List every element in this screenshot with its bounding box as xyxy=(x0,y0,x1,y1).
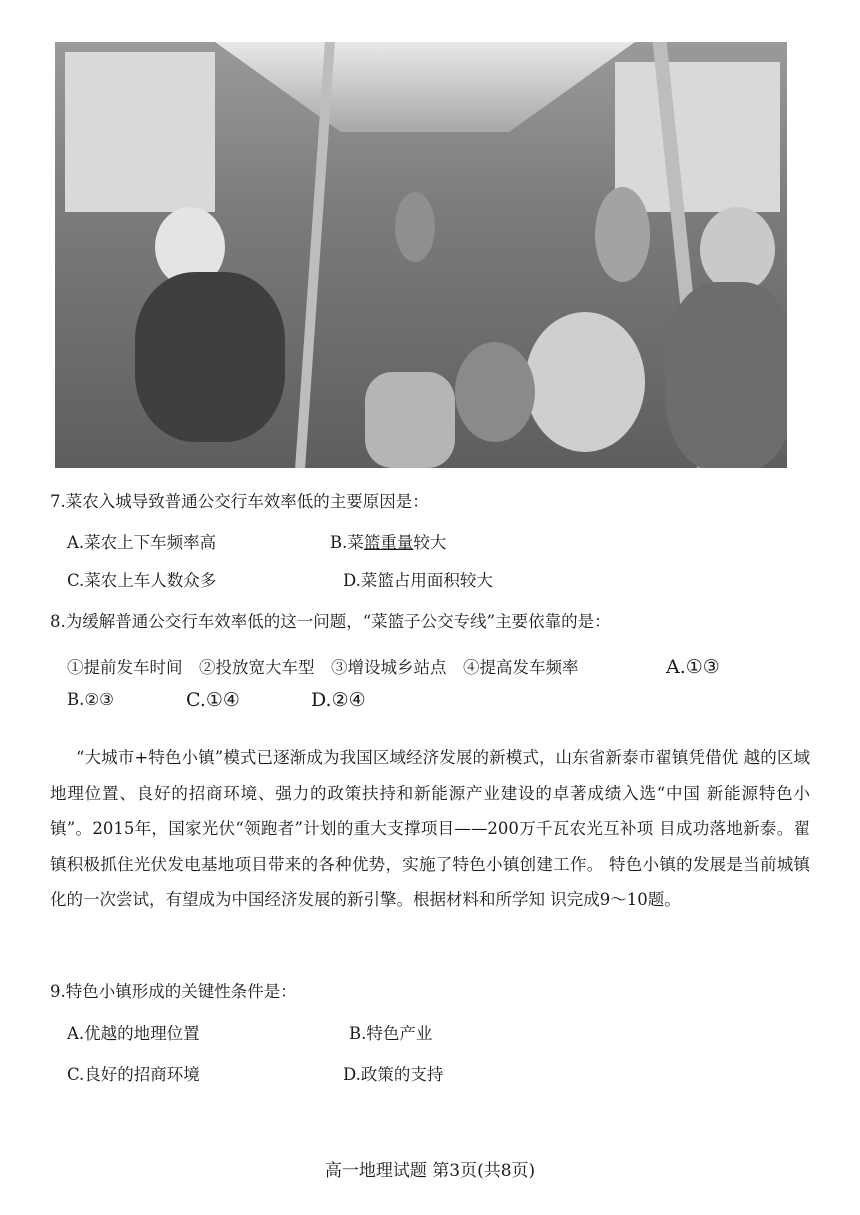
q7-option-b xyxy=(330,535,446,552)
q7-option-b-prefix: B.菜 xyxy=(330,533,364,552)
q8-option-c: C.①④ xyxy=(186,689,240,711)
q9-option-a: A.优越的地理位置 xyxy=(67,1024,200,1043)
reading-passage: “大城市+特色小镇”模式已逐渐成为我国区域经济发展的新模式，山东省新泰市翟镇凭借优 越的区域地理位置、良好的招商环境、强力的政策扶持和新能源产业建设的卓著成绩入选“中国 新能源特色小镇”。2015年，国家光伏“领跑者”计划的重大支撑项目——200万千瓦农光互补项 目成功落地新泰。翟镇积极抓住光伏发电基地项目带来的各种优势，实施了特色小镇创建工作。 特色小镇的发展是当前城镇化的一次尝试，有望成为中国经济发展的新引擎。根据材料和所学知 识完成9～10题。 xyxy=(50,748,810,909)
vegetable-basket xyxy=(365,372,455,468)
passenger xyxy=(595,187,650,282)
passenger-body xyxy=(135,272,285,442)
page-footer: 高一地理试题 第3页(共8页) xyxy=(324,1161,536,1181)
vegetable-sack xyxy=(455,342,535,442)
bus-window-right xyxy=(615,62,780,212)
bus-ceiling xyxy=(215,42,635,132)
q8-option-d: D.②④ xyxy=(311,689,366,711)
passenger-face xyxy=(700,207,775,292)
bus-window-left xyxy=(65,52,215,212)
q8-option-b: B.②③ xyxy=(67,690,114,709)
q7-option-a: A.菜农上下车频率高 xyxy=(67,533,217,552)
q7-option-c: C.菜农上车人数众多 xyxy=(67,571,217,590)
question-8-stem: 8.为缓解普通公交行车效率低的这一问题，“菜篮子公交专线”主要依靠的是： xyxy=(50,612,611,631)
q9-option-b: B.特色产业 xyxy=(349,1024,433,1043)
q7-option-b-underlined: 篮重量 xyxy=(363,533,414,552)
bus-interior-photo xyxy=(55,42,787,468)
passenger xyxy=(395,192,435,262)
q8-items: ①提前发车时间 ②投放宽大车型 ③增设城乡站点 ④提高发车频率 xyxy=(67,658,579,677)
question-7-stem: 7.菜农入城导致普通公交行车效率低的主要原因是： xyxy=(50,492,429,511)
q9-option-d: D.政策的支持 xyxy=(343,1065,444,1084)
q8-option-a: A.①③ xyxy=(666,656,720,678)
q7-option-b-suffix: 较大 xyxy=(413,533,447,552)
passenger-body xyxy=(665,282,787,468)
question-9-stem: 9.特色小镇形成的关键性条件是： xyxy=(50,982,297,1001)
vegetable-sack xyxy=(525,312,645,452)
q7-option-d: D.菜篮占用面积较大 xyxy=(343,571,493,590)
q9-option-c: C.良好的招商环境 xyxy=(67,1065,200,1084)
